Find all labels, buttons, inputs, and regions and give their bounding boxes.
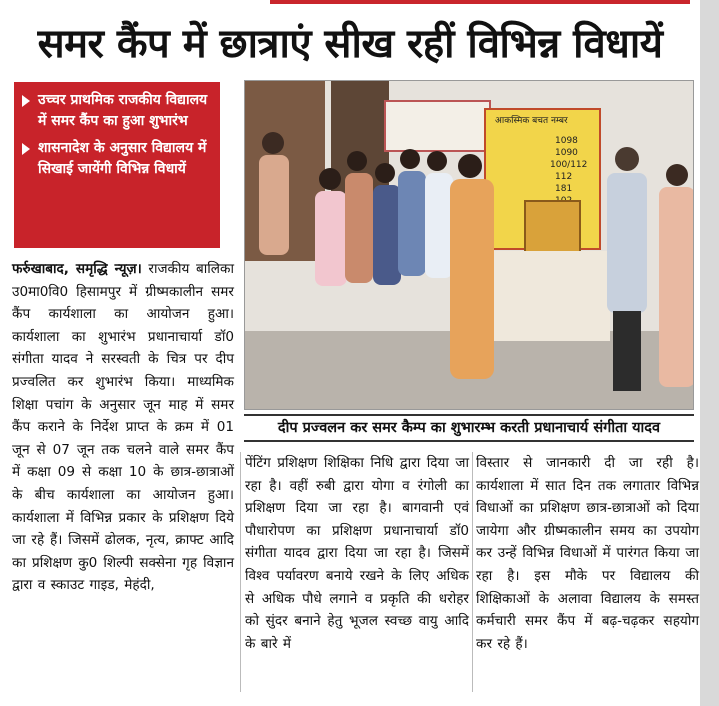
photo-caption: दीप प्रज्वलन कर समर कैम्प का शुभारम्भ करती प्रधानाचार्य संगीता यादव bbox=[244, 414, 694, 442]
svg-text:181: 181 bbox=[555, 184, 573, 194]
highlights-box bbox=[14, 82, 220, 248]
column-divider bbox=[472, 452, 473, 692]
news-photo bbox=[244, 80, 694, 410]
classroom-photo-illustration bbox=[245, 81, 694, 410]
page-fold-edge bbox=[700, 0, 719, 706]
highlight-item bbox=[22, 138, 214, 180]
board-heading: आकस्मिक बचत नम्बर bbox=[495, 116, 568, 126]
svg-text:1098: 1098 bbox=[555, 136, 578, 146]
top-accent-bar bbox=[270, 0, 690, 4]
headline: समर कैंप में छात्राएं सीख रहीं विभिन्न विधायें bbox=[37, 21, 663, 67]
article-column-2: पेंटिंग प्रशिक्षण शिक्षिका निधि द्वारा दिया जा रहा है। वहीं रुबी द्वारा योगा व रंगोली का प्रशिक्षण दिया जा रहा है। बागवानी एवं पौधारोपण का प्रशिक्षण प्रधानाचार्या डॉ0 संगीता यादव द्वारा दिया जा रहा है। जिसमें विश्व पर्यावरण बनाये रखने के लिए अधिक से अधिक पौधे लगाने व प्रकृति की धरोहर को सुंदर बनाने हेतु भूजल स्वच्छ वायु आदि के बारे में bbox=[245, 455, 469, 652]
svg-text:112: 112 bbox=[555, 172, 573, 182]
highlight-item bbox=[22, 90, 214, 132]
highlight-text: शासनादेश के अनुसार विद्यालय में सिखाई जायेंगी विभिन्न विधायें bbox=[38, 140, 207, 177]
column-text: राजकीय बालिका उ0मा0वि0 हिसामपुर में ग्रीष्मकालीन समर कैंप कार्यशाला का आयोजन हुआ। कार्यशाला का शुभारंभ प्रधानाचार्या डॉ0 संगीता यादव ने सरस्वती के चित्र पर दीप प्रज्वलित कर शुभारंभ किया। माध्यमिक शिक्षा पचांग के अनुसार जून माह में समर कैंप कराने के निर्देश प्राप्त के क्रम में 01 जून से 07 जून तक चलने वाले समर कैंप में कक्षा 09 से कक्षा 10 के छात्र-छात्राओं के बीच कार्यशाला का आयोजन हुआ। कार्यशाला में विभिन्न प्रकार के प्रशिक्षण दिये जा रहे हैं। जिसमें ढोलक, नृत्य, क्राफ्ट आदि का प्रशिक्षण कु0 शिल्पी सक्सेना गृह विज्ञान द्वारा व स्काउट गाइड, मेहंदी, bbox=[12, 261, 234, 594]
arrow-bullet-icon bbox=[22, 143, 30, 155]
svg-text:1090: 1090 bbox=[555, 148, 578, 158]
arrow-bullet-icon bbox=[22, 95, 30, 107]
highlight-text: उच्चर प्राथमिक राजकीय विद्यालय में समर कैंप का हुआ शुभारंभ bbox=[38, 92, 208, 129]
article-column-3: विस्तार से जानकारी दी जा रही है। कार्यशाला में सात दिन तक लगातार विभिन्न विधाओं का प्रशिक्षण छात्र-छात्राओं को दिया जायेगा और ग्रीष्मकालीन समय का उपयोग कर उन्हें विभिन्न विधाओं में पारंगत किया जा रहा है। इस मौके पर विद्यालय की शिक्षिकाओं के अलावा विद्यालय के समस्त कर्मचारी समर कैंप में बढ़-चढ़कर सहयोग कर रहे हैं। bbox=[476, 455, 699, 652]
column-divider bbox=[240, 452, 241, 692]
dateline: फर्रुखाबाद, समृद्धि न्यूज़। bbox=[12, 261, 142, 277]
svg-text:100/112: 100/112 bbox=[550, 160, 588, 170]
article-column-1 bbox=[12, 258, 234, 597]
